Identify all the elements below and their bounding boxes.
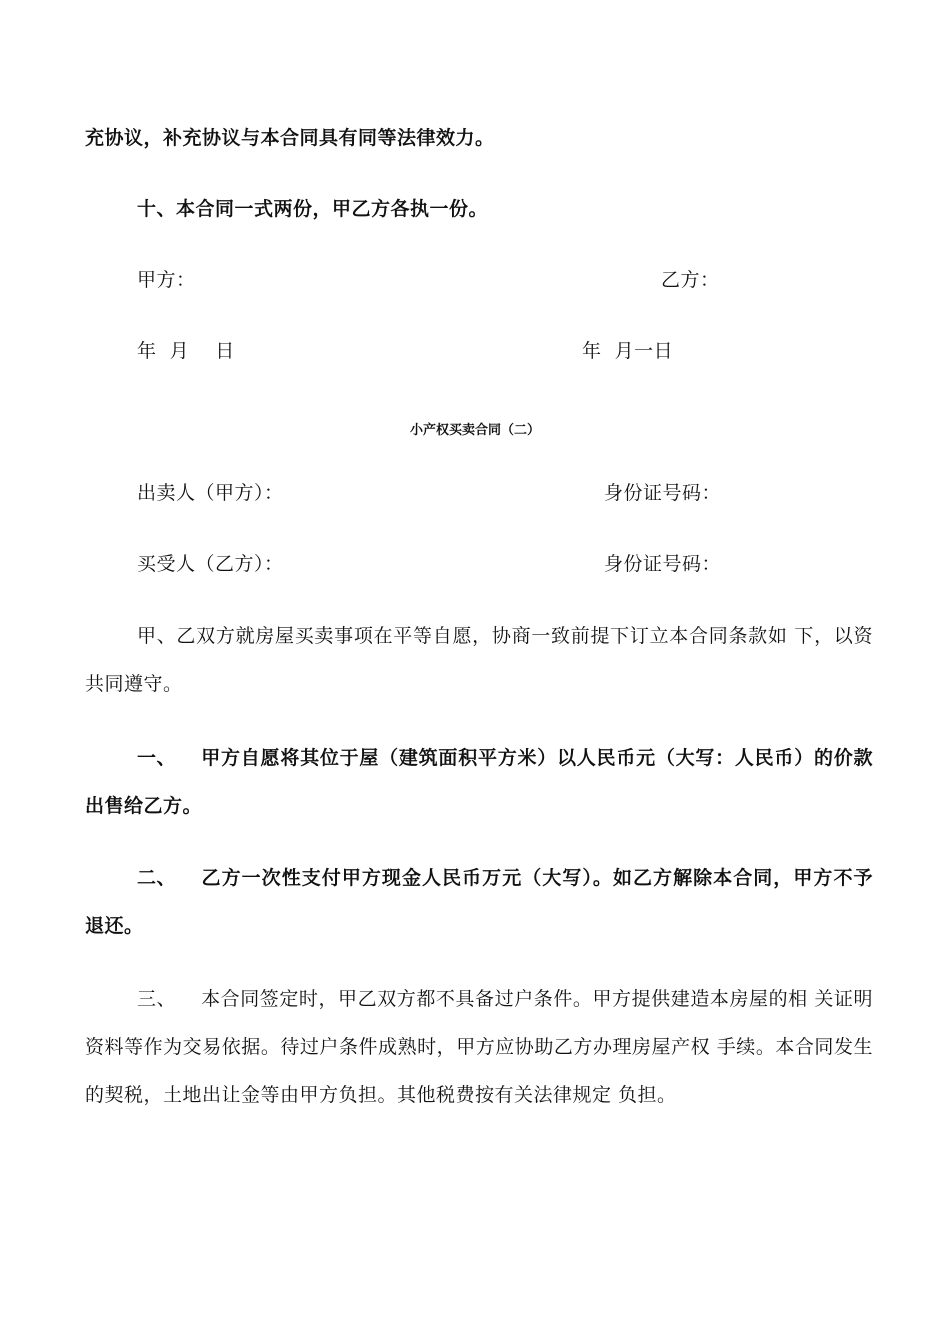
clause-number: 一、 <box>137 747 177 769</box>
party-b-date: 年 月一日 <box>582 340 674 362</box>
clause-two <box>85 854 873 950</box>
preamble-paragraph: 甲、乙双方就房屋买卖事项在平等自愿，协商一致前提下订立本合同条款如 下，以资共同遵守。 <box>85 625 873 695</box>
clause-text: 甲方自愿将其位于屋（建筑面积平方米）以人民币元（大写：人民币）的价款出售给乙方。 <box>85 747 873 817</box>
party-a-signature-label: 甲方： <box>137 269 196 291</box>
seller-id-label: 身份证号码： <box>604 482 722 504</box>
clause-number: 三、 <box>137 988 177 1010</box>
party-b-signature-label: 乙方： <box>661 269 720 291</box>
buyer-id-label: 身份证号码： <box>604 553 722 575</box>
seller-label: 出卖人（甲方）： <box>137 482 284 504</box>
clause-number: 二、 <box>137 867 177 889</box>
continuation-text: 充协议，补充协议与本合同具有同等法律效力。 <box>85 127 495 149</box>
contract-title: 小产权买卖合同（二） <box>409 423 540 438</box>
buyer-label: 买受人（乙方）： <box>137 553 284 575</box>
clause-ten: 十、本合同一式两份，甲乙方各执一份。 <box>137 198 489 220</box>
party-a-date: 年 月 日 <box>137 340 235 362</box>
clause-text: 本合同签定时，甲乙双方都不具备过户条件。甲方提供建造本房屋的相 关证明资料等作为交易依据。待过户条件成熟时，甲方应协助乙方办理房屋产权 手续。本合同发生的契税，土地出让金等由甲方负担。其他税费按有关法律规定 负担。 <box>85 988 873 1106</box>
clause-one <box>85 734 873 830</box>
clause-three <box>85 975 873 1119</box>
clause-text: 乙方一次性支付甲方现金人民币万元（大写）。如乙方解除本合同，甲方不予退还。 <box>85 867 873 937</box>
